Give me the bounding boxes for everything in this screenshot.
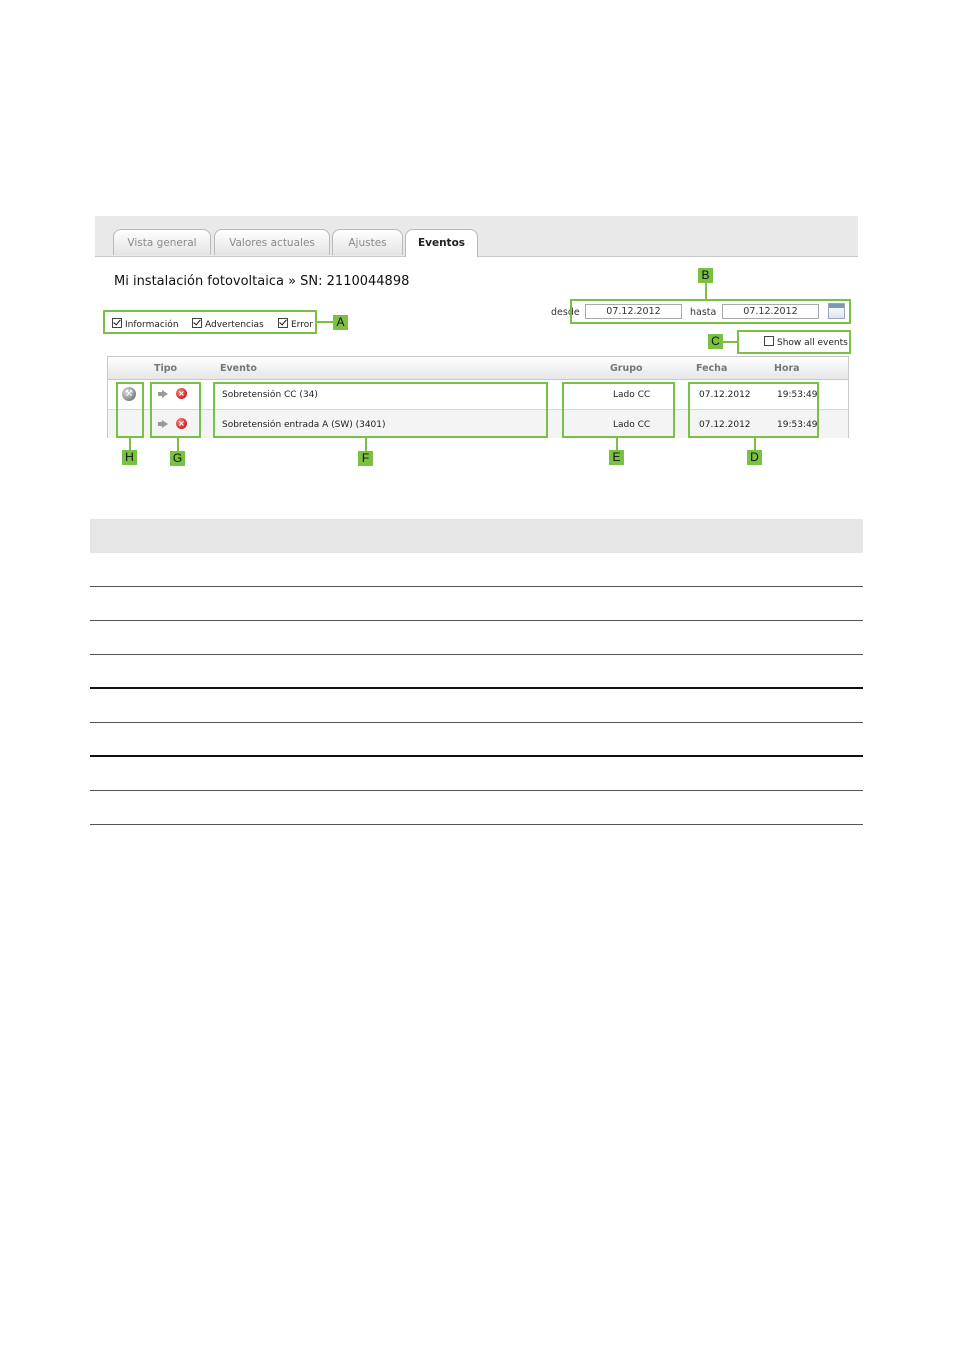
table-row	[90, 553, 863, 587]
error-icon: ×	[176, 418, 187, 429]
annotation-connector	[365, 438, 367, 451]
event-text: Sobretensión entrada A (SW) (3401)	[222, 420, 386, 430]
annotation-box-b	[570, 299, 851, 324]
annotation-connector	[129, 438, 131, 450]
table-row	[90, 689, 863, 723]
table-row	[90, 587, 863, 621]
annotation-label-d: D	[747, 450, 762, 465]
from-date-input[interactable]: 07.12.2012	[585, 304, 682, 319]
date-text: 07.12.2012	[699, 390, 751, 400]
annotation-label-a: A	[333, 315, 348, 330]
annotation-box-e	[562, 382, 675, 438]
annotation-label-g: G	[170, 451, 185, 466]
col-evento[interactable]: Evento	[220, 363, 257, 374]
annotation-connector	[317, 321, 333, 323]
group-text: Lado CC	[613, 390, 651, 400]
annotation-connector	[754, 438, 756, 450]
table-row	[90, 655, 863, 689]
annotation-box-a	[103, 310, 317, 334]
col-tipo[interactable]: Tipo	[154, 363, 178, 374]
annotation-connector	[616, 438, 618, 450]
event-text: Sobretensión CC (34)	[222, 390, 318, 400]
wrench-service-icon[interactable]: ⚒	[122, 387, 136, 401]
table-row	[90, 757, 863, 791]
annotation-box-f	[213, 382, 548, 438]
installation-title: Mi instalación fotovoltaica » SN: 2110044898	[114, 274, 410, 289]
to-date-input[interactable]: 07.12.2012	[722, 304, 819, 319]
tab-valores-actuales[interactable]: Valores actuales	[214, 229, 330, 255]
tab-ajustes[interactable]: Ajustes	[332, 229, 403, 255]
col-hora[interactable]: Hora	[774, 363, 800, 374]
tab-eventos[interactable]: Eventos	[405, 229, 478, 257]
grid-header	[108, 357, 848, 380]
annotation-connector	[705, 283, 707, 299]
date-text: 07.12.2012	[699, 420, 751, 430]
filter-label: Advertencias	[205, 320, 264, 330]
time-text: 19:53:49	[777, 390, 818, 400]
table-row	[90, 723, 863, 757]
annotation-label-f: F	[358, 451, 373, 466]
from-label: desde	[551, 307, 580, 318]
legend-table-header	[90, 519, 863, 553]
annotation-box-d	[688, 382, 819, 438]
annotation-connector	[723, 341, 737, 343]
table-row	[90, 791, 863, 825]
table-row	[90, 621, 863, 655]
tab-vista-general[interactable]: Vista general	[113, 229, 211, 255]
annotation-label-c: C	[708, 334, 723, 349]
annotation-box-g	[150, 382, 201, 438]
col-grupo[interactable]: Grupo	[610, 363, 643, 374]
filter-label: Información	[125, 320, 179, 330]
col-fecha[interactable]: Fecha	[696, 363, 728, 374]
annotation-label-e: E	[609, 450, 624, 465]
annotation-label-h: H	[122, 450, 137, 465]
show-all-label: Show all events	[777, 338, 848, 348]
time-text: 19:53:49	[777, 420, 818, 430]
group-text: Lado CC	[613, 420, 651, 430]
filter-label: Error	[291, 320, 313, 330]
annotation-box-c	[737, 330, 851, 354]
annotation-label-b: B	[698, 268, 713, 283]
tab-bar	[95, 216, 858, 257]
annotation-connector	[177, 438, 179, 451]
to-label: hasta	[690, 307, 717, 318]
error-icon: ×	[176, 388, 187, 399]
annotation-box-h	[116, 382, 144, 438]
